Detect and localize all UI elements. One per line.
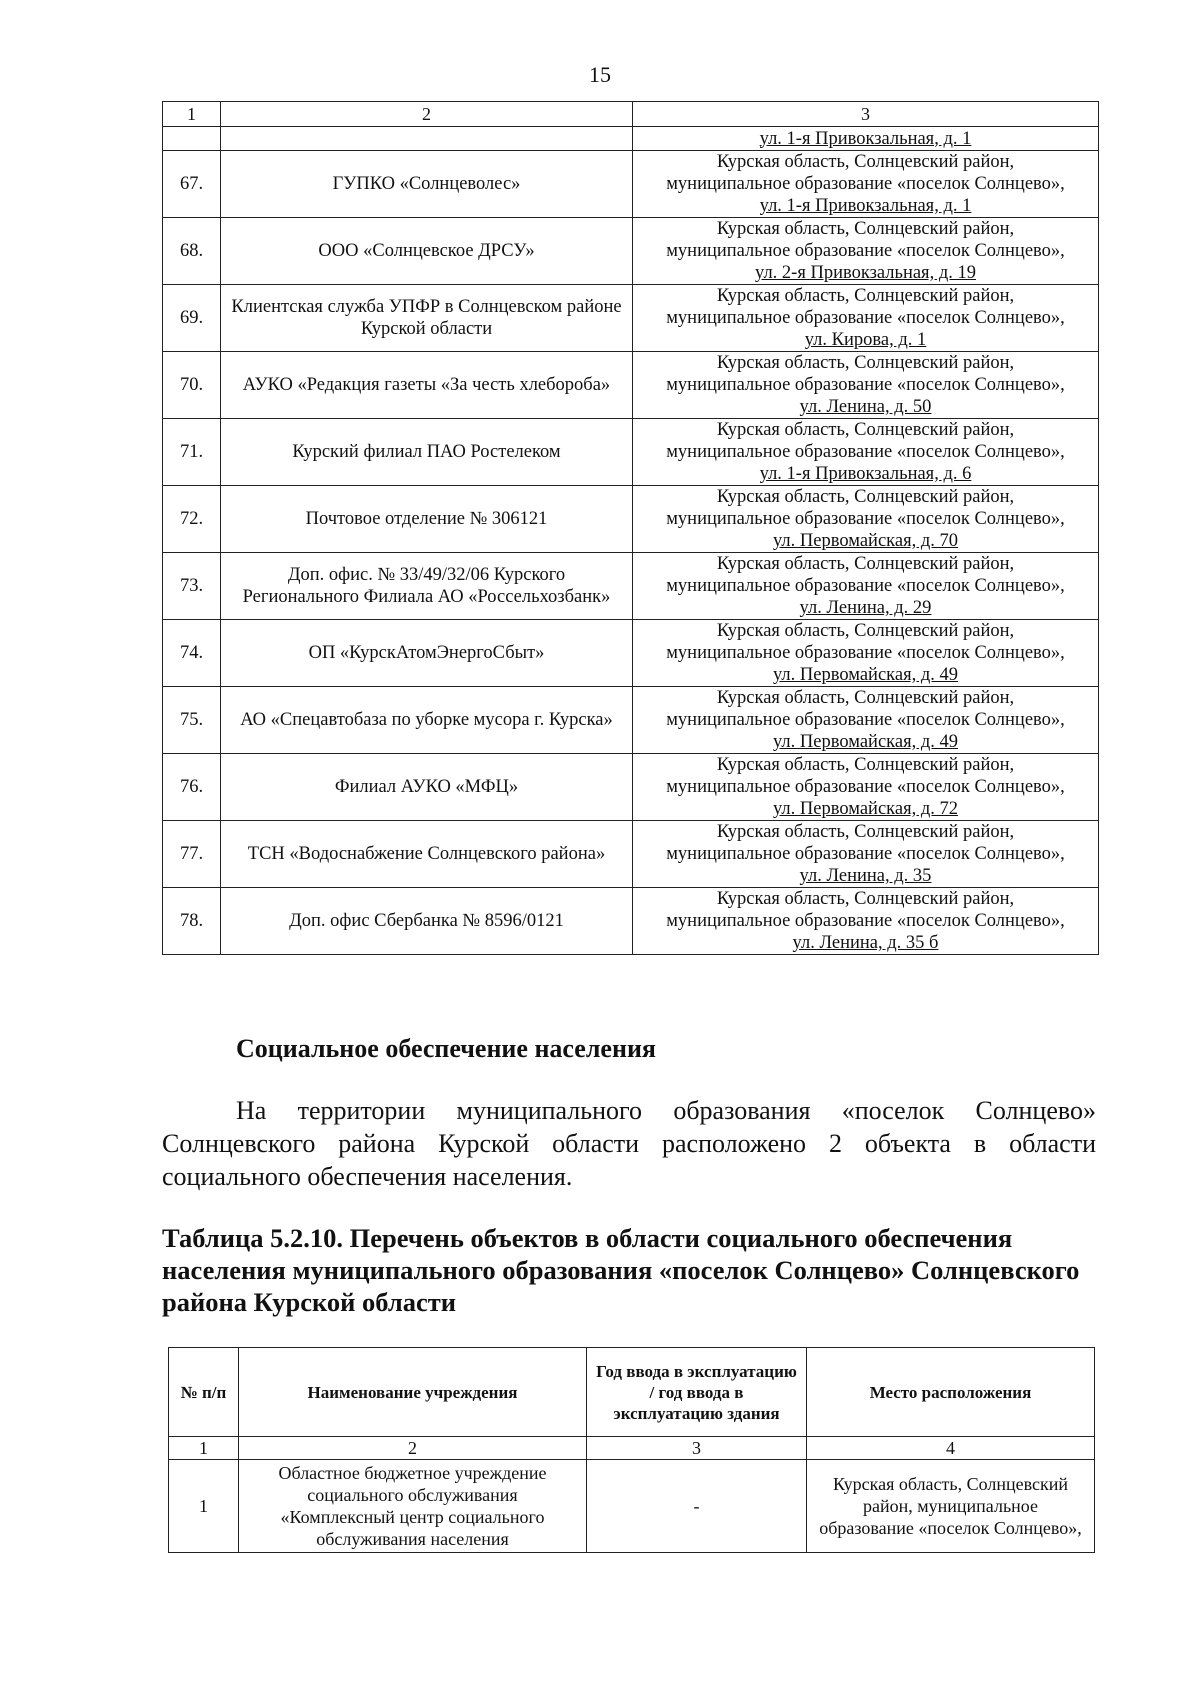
organization-name: Доп. офис Сбербанка № 8596/0121 [221, 888, 633, 955]
row-number: 77. [163, 821, 221, 888]
address-line: муниципальное образование «поселок Солнцево», [666, 308, 1065, 328]
table-row [163, 821, 1099, 888]
address-line: Курская область, Солнцевский район, [716, 688, 1015, 708]
table-row [163, 620, 1099, 687]
address-line: Курская область, Солнцевский район, [716, 487, 1015, 507]
table-row [163, 352, 1099, 419]
table-row [163, 486, 1099, 553]
row-number [163, 127, 221, 151]
table-header-row [163, 102, 1099, 127]
address [633, 285, 1099, 352]
row-number: 76. [163, 754, 221, 821]
table-caption: Таблица 5.2.10. Перечень объектов в области социального обеспечения населения муниципального образования «поселок Солнцево» Солнцевского района Курской области [162, 1223, 1080, 1317]
header-cell: 1 [163, 102, 221, 127]
organization-name: ГУПКО «Солнцеволес» [221, 151, 633, 218]
address-street [633, 396, 1098, 418]
address [633, 218, 1099, 285]
address-line: муниципальное образование «поселок Солнцево», [666, 710, 1065, 730]
row-number: 67. [163, 151, 221, 218]
table-row [163, 553, 1099, 620]
index-cell: 1 [169, 1437, 239, 1460]
body-paragraph: На территории муниципального образования «поселок Солнцево» Солнцевского района Курской области расположено 2 объекта в области социального обеспечения населения. [162, 1096, 1096, 1191]
organization-name: ОП «КурскАтомЭнергоСбыт» [221, 620, 633, 687]
organization-name: АУКО «Редакция газеты «За честь хлебороба» [221, 352, 633, 419]
commission-year: - [587, 1460, 807, 1553]
organization-name: ТСН «Водоснабжение Солнцевского района» [221, 821, 633, 888]
header-location: Место расположения [807, 1348, 1095, 1437]
header-name: Наименование учреждения [239, 1348, 587, 1437]
table-row [163, 419, 1099, 486]
header-cell: 3 [633, 102, 1099, 127]
table-row [163, 151, 1099, 218]
address-street-text: ул. 1-я Привокзальная, д. 6 [759, 464, 972, 484]
address-line: Курская область, Солнцевский район, [716, 353, 1015, 373]
address-street [633, 865, 1098, 887]
table-row [163, 687, 1099, 754]
row-number: 74. [163, 620, 221, 687]
organizations-table [162, 101, 1099, 955]
address [633, 151, 1099, 218]
organization-name: Доп. офис. № 33/49/32/06 Курского Регионального Филиала АО «Россельхозбанк» [221, 553, 633, 620]
row-number: 71. [163, 419, 221, 486]
address-street-text: ул. Кирова, д. 1 [804, 330, 927, 350]
row-number: 70. [163, 352, 221, 419]
section-heading: Социальное обеспечение населения [236, 1034, 656, 1063]
address [633, 127, 1099, 151]
address-line: Курская область, Солнцевский район, [716, 219, 1015, 239]
address-line: Курская область, Солнцевский район, [716, 420, 1015, 440]
address-street [633, 932, 1098, 954]
address-line: муниципальное образование «поселок Солнцево», [666, 509, 1065, 529]
address [633, 486, 1099, 553]
address-street [633, 597, 1098, 619]
row-number: 78. [163, 888, 221, 955]
index-cell: 3 [587, 1437, 807, 1460]
table-row [163, 218, 1099, 285]
row-number: 69. [163, 285, 221, 352]
address [633, 687, 1099, 754]
row-number: 68. [163, 218, 221, 285]
address [633, 419, 1099, 486]
table-row [169, 1460, 1095, 1553]
address-street-text: ул. Ленина, д. 35 б [792, 933, 939, 953]
address-street [633, 731, 1098, 753]
table-row [163, 888, 1099, 955]
address-street-text: ул. Ленина, д. 29 [799, 598, 932, 618]
organization-name: Курский филиал ПАО Ростелеком [221, 419, 633, 486]
address [633, 553, 1099, 620]
row-number: 73. [163, 553, 221, 620]
address-line: муниципальное образование «поселок Солнцево», [666, 777, 1065, 797]
organization-name: АО «Спецавтобаза по уборке мусора г. Курска» [221, 687, 633, 754]
address-street: ул. 1-я Привокзальная, д. 1 [759, 128, 972, 149]
address-street [633, 262, 1098, 284]
continuation-row [163, 127, 1099, 151]
address-line: муниципальное образование «поселок Солнцево», [666, 241, 1065, 261]
organization-name: Клиентская служба УПФР в Солнцевском районе Курской области [221, 285, 633, 352]
address-street-text: ул. Ленина, д. 35 [799, 866, 932, 886]
address [633, 620, 1099, 687]
table-header-row [169, 1348, 1095, 1437]
organization-name: Филиал АУКО «МФЦ» [221, 754, 633, 821]
social-facilities-table [168, 1347, 1095, 1553]
address-line: муниципальное образование «поселок Солнцево», [666, 442, 1065, 462]
address-line: Курская область, Солнцевский район, [716, 755, 1015, 775]
address-street [633, 329, 1098, 351]
address-line: Курская область, Солнцевский район, [716, 554, 1015, 574]
organization-name: Почтовое отделение № 306121 [221, 486, 633, 553]
organization-name [221, 127, 633, 151]
header-cell: 2 [221, 102, 633, 127]
column-index-row [169, 1437, 1095, 1460]
table-row [163, 285, 1099, 352]
address-line: муниципальное образование «поселок Солнцево», [666, 911, 1065, 931]
address-street-text: ул. Ленина, д. 50 [799, 397, 932, 417]
address-line: муниципальное образование «поселок Солнцево», [666, 844, 1065, 864]
page-number: 15 [589, 62, 611, 87]
address [633, 888, 1099, 955]
row-number: 72. [163, 486, 221, 553]
location: Курская область, Солнцевский район, муниципальное образование «поселок Солнцево», [807, 1460, 1095, 1553]
address-line: Курская область, Солнцевский район, [716, 889, 1015, 909]
organization-name: ООО «Солнцевское ДРСУ» [221, 218, 633, 285]
address-street-text: ул. Первомайская, д. 70 [773, 531, 958, 551]
header-number: № п/п [169, 1348, 239, 1437]
address-street [633, 195, 1098, 217]
address-line: муниципальное образование «поселок Солнцево», [666, 174, 1065, 194]
index-cell: 2 [239, 1437, 587, 1460]
header-year: Год ввода в эксплуатацию / год ввода в эксплуатацию здания [587, 1348, 807, 1437]
address-street-text: ул. 1-я Привокзальная, д. 1 [759, 196, 972, 216]
address-street-text: ул. 2-я Привокзальная, д. 19 [755, 263, 976, 283]
address-street [633, 530, 1098, 552]
address-street [633, 798, 1098, 820]
table-row [163, 754, 1099, 821]
address-street-text: ул. Первомайская, д. 49 [773, 665, 958, 685]
row-number: 75. [163, 687, 221, 754]
address [633, 754, 1099, 821]
address-line: Курская область, Солнцевский район, [716, 621, 1015, 641]
address-line: муниципальное образование «поселок Солнцево», [666, 375, 1065, 395]
index-cell: 4 [807, 1437, 1095, 1460]
address-line: Курская область, Солнцевский район, [716, 152, 1015, 172]
address-street-text: ул. Первомайская, д. 49 [773, 732, 958, 752]
row-number: 1 [169, 1460, 239, 1553]
address-street [633, 664, 1098, 686]
address-street [633, 463, 1098, 485]
address-line: муниципальное образование «поселок Солнцево», [666, 643, 1065, 663]
address-street-text: ул. Первомайская, д. 72 [773, 799, 958, 819]
address [633, 821, 1099, 888]
institution-name: Областное бюджетное учреждение социального обслуживания «Комплексный центр социального обслуживания населения [239, 1460, 587, 1553]
address-line: Курская область, Солнцевский район, [716, 822, 1015, 842]
address-line: Курская область, Солнцевский район, [716, 286, 1015, 306]
address [633, 352, 1099, 419]
address-line: муниципальное образование «поселок Солнцево», [666, 576, 1065, 596]
